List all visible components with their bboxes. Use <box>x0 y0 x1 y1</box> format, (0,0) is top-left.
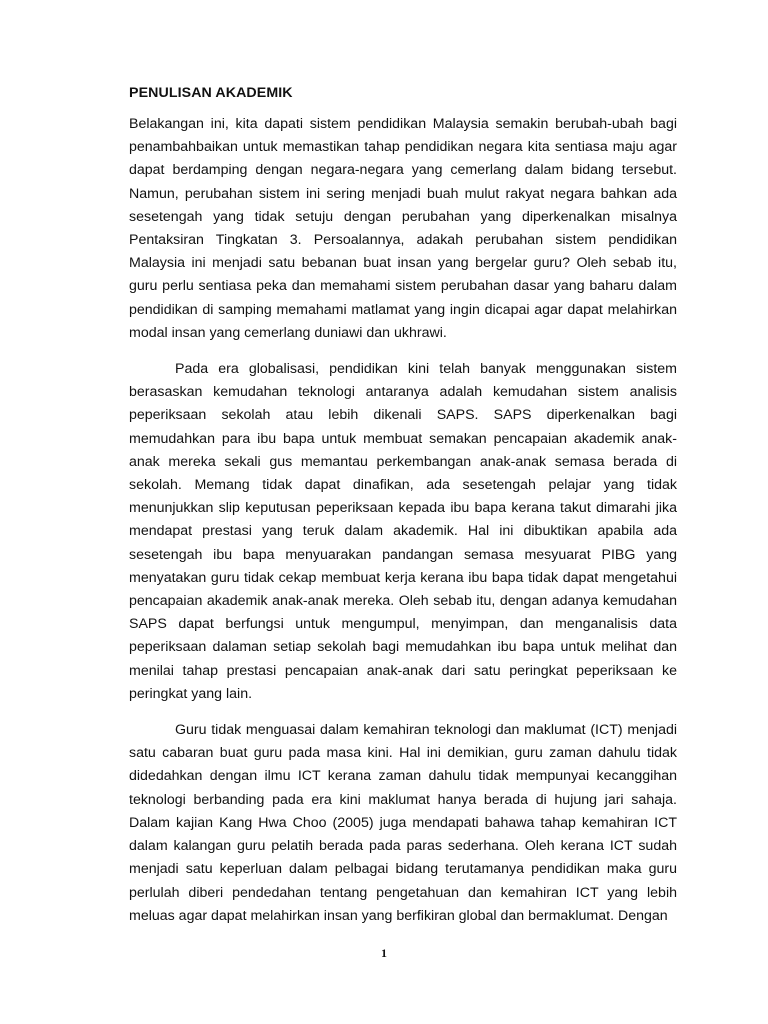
paragraph-1: Belakangan ini, kita dapati sistem pendidikan Malaysia semakin berubah-ubah bagi penambahbaikan untuk memastikan tahap pendidikan negara kita sentiasa maju agar dapat berdamping dengan negara-negara yang cemerlang dalam bidang tersebut. Namun, perubahan sistem ini sering menjadi buah mulut rakyat negara bahkan ada sesetengah yang tidak setuju dengan perubahan yang diperkenalkan misalnya Pentaksiran Tingkatan 3. Persoalannya, adakah perubahan sistem pendidikan Malaysia ini menjadi satu bebanan buat insan yang bergelar guru? Oleh sebab itu, guru perlu sentiasa peka dan memahami sistem perubahan dasar yang baharu dalam pendidikan di samping memahami matlamat yang ingin dicapai agar dapat melahirkan modal insan yang cemerlang duniawi dan ukhrawi. <box>129 116 677 341</box>
document-title: PENULISAN AKADEMIK <box>129 85 293 101</box>
paragraph-2: Pada era globalisasi, pendidikan kini telah banyak menggunakan sistem berasaskan kemudahan teknologi antaranya adalah kemudahan sistem analisis peperiksaan sekolah atau lebih dikenali SAPS. SAPS diperkenalkan bagi memudahkan para ibu bapa untuk membuat semakan pencapaian akademik anak-anak mereka sekali gus memantau perkembangan anak-anak semasa berada di sekolah. Memang tidak dapat dinafikan, ada sesetengah pelajar yang tidak menunjukkan slip keputusan peperiksaan kepada ibu bapa kerana takut dimarahi jika mendapat prestasi yang teruk dalam akademik. Hal ini dibuktikan apabila ada sesetengah ibu bapa menyuarakan pandangan semasa mesyuarat PIBG yang menyatakan guru tidak cekap membuat kerja kerana ibu bapa tidak dapat mengetahui pencapaian akademik anak-anak mereka. Oleh sebab itu, dengan adanya kemudahan SAPS dapat berfungsi untuk mengumpul, menyimpan, dan menganalisis data peperiksaan dalaman setiap sekolah bagi memudahkan ibu bapa untuk melihat dan menilai tahap prestasi pencapaian anak-anak dari satu peringkat peperiksaan ke peringkat yang lain. <box>129 361 677 702</box>
paragraph-3: Guru tidak menguasai dalam kemahiran teknologi dan maklumat (ICT) menjadi satu cabaran buat guru pada masa kini. Hal ini demikian, guru zaman dahulu tidak didedahkan dengan ilmu ICT kerana zaman dahulu tidak mempunyai kecanggihan teknologi berbanding pada era kini maklumat hanya berada di hujung jari sahaja. Dalam kajian Kang Hwa Choo (2005) juga mendapati bahawa tahap kemahiran ICT dalam kalangan guru pelatih berada pada paras sederhana. Oleh kerana ICT sudah menjadi satu keperluan dalam pelbagai bidang terutamanya pendidikan maka guru perlulah diberi pendedahan tentang pengetahuan dan kemahiran ICT yang lebih meluas agar dapat melahirkan insan yang berfikiran global dan bermaklumat. Dengan <box>129 722 677 924</box>
document-body <box>129 83 677 941</box>
page-number: 1 <box>381 946 387 960</box>
